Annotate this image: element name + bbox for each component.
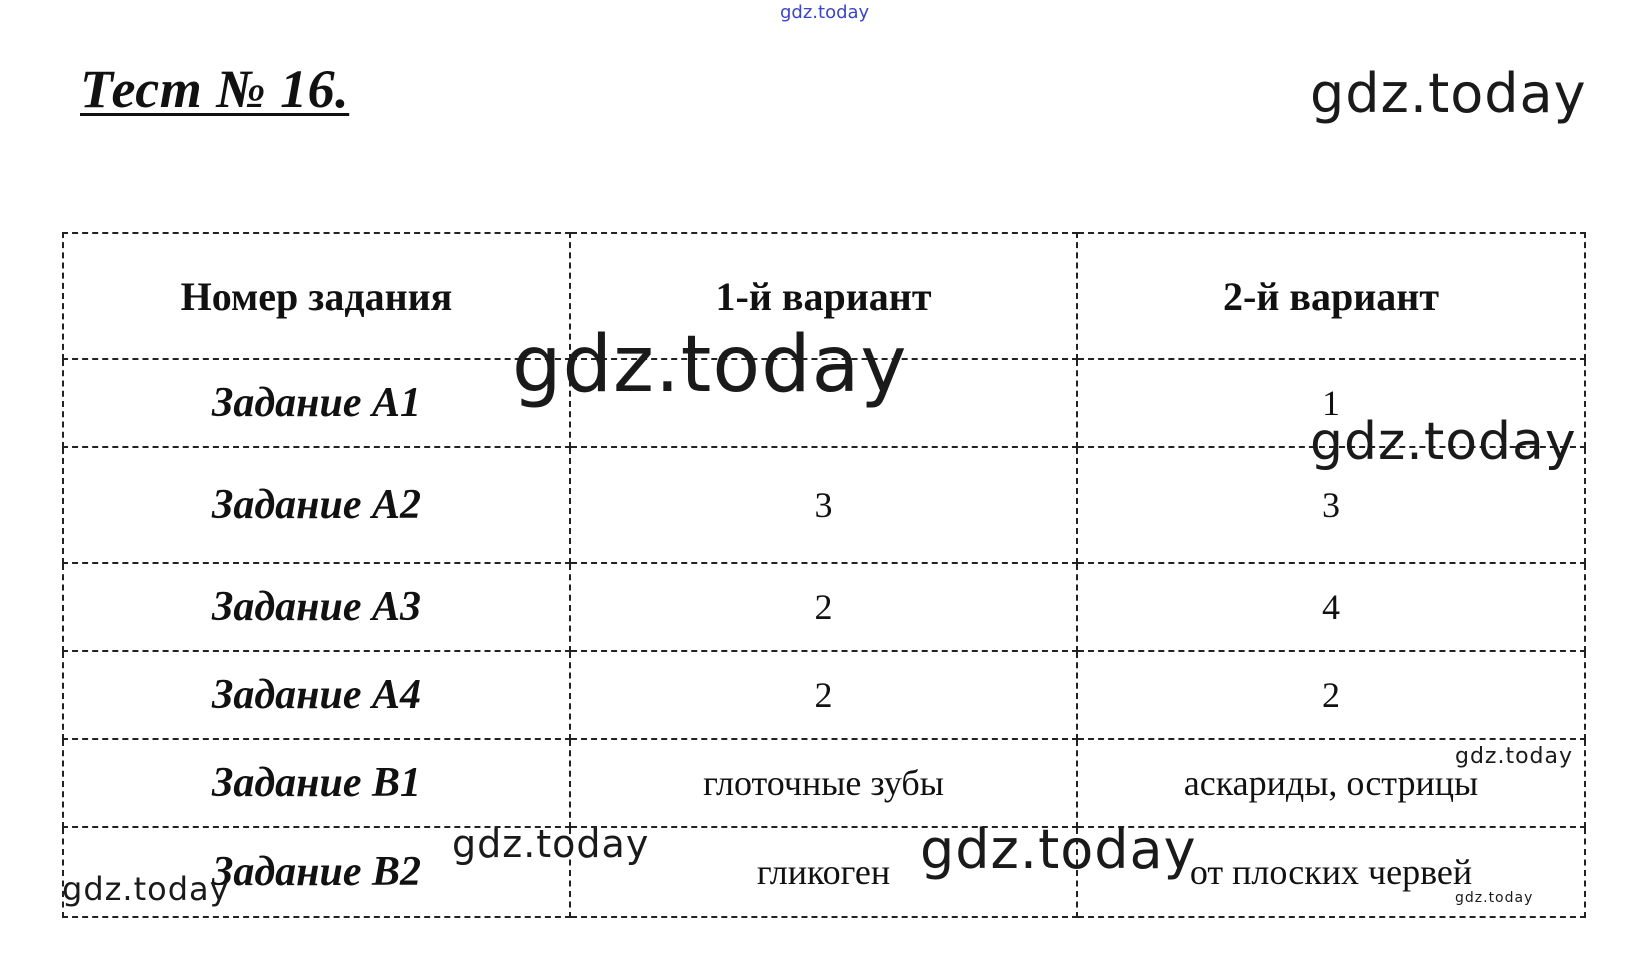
watermark-b2-small: gdz.today [1455, 890, 1534, 906]
table-row [63, 651, 1585, 739]
header-variant-2: 2-й вариант [1077, 233, 1585, 359]
task-name: Задание А4 [63, 651, 570, 739]
watermark-center: gdz.today [512, 320, 908, 410]
watermark-b2-center: gdz.today [920, 818, 1197, 881]
watermark-a1: gdz.today [1310, 412, 1577, 472]
answer-variant-2: 1 [1077, 359, 1585, 447]
header-variant-1: 1-й вариант [570, 233, 1077, 359]
answer-variant-1: гликоген [570, 827, 1077, 917]
header-task-number: Номер задания [63, 233, 570, 359]
table-row [63, 827, 1585, 917]
answer-variant-1: глоточные зубы [570, 739, 1077, 827]
page-title: Тест № 16. [80, 59, 350, 119]
answer-variant-1: 2 [570, 563, 1077, 651]
watermark-b1: gdz.today [1455, 744, 1574, 769]
answer-variant-2: 4 [1077, 563, 1585, 651]
answer-variant-1: 3 [570, 447, 1077, 563]
table-row [63, 563, 1585, 651]
task-name: Задание В2 [63, 827, 570, 917]
task-name: Задание А3 [63, 563, 570, 651]
watermark-b2-left: gdz.today [452, 822, 650, 866]
answer-variant-2: от плоских червей [1077, 827, 1585, 917]
watermark-b2-corner: gdz.today [62, 870, 230, 908]
table-row [63, 739, 1585, 827]
task-name: Задание А2 [63, 447, 570, 563]
answer-variant-1: 2 [570, 651, 1077, 739]
task-name: Задание А1 [63, 359, 570, 447]
answer-variant-2: аскариды, острицы [1077, 739, 1585, 827]
watermark-header: gdz.today [1310, 62, 1587, 125]
answer-variant-2: 2 [1077, 651, 1585, 739]
watermark-top: gdz.today [780, 2, 870, 23]
answer-variant-2: 3 [1077, 447, 1585, 563]
task-name: Задание В1 [63, 739, 570, 827]
